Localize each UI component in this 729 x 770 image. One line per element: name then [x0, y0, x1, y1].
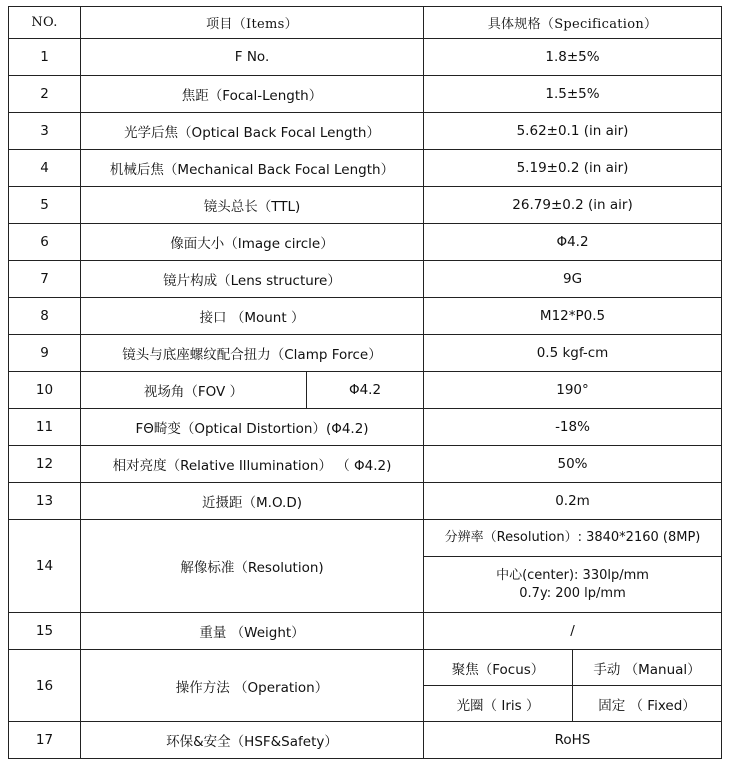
row-item: 镜头总长（TTL)	[81, 187, 424, 224]
row-item: 镜片构成（Lens structure）	[81, 261, 424, 298]
row-no: 9	[9, 335, 81, 372]
table-row	[9, 335, 722, 372]
row-item: 解像标准（Resolution)	[81, 520, 424, 613]
row-spec: /	[424, 613, 722, 650]
row-no: 11	[9, 409, 81, 446]
row-item-sub: Φ4.2	[307, 372, 424, 409]
row-item: 相对亮度（Relative Illumination） （ Φ4.2)	[81, 446, 424, 483]
row-item: 环保&安全（HSF&Safety）	[81, 722, 424, 759]
row-item: 像面大小（Image circle）	[81, 224, 424, 261]
table-row	[9, 150, 722, 187]
table-row	[9, 298, 722, 335]
table-row	[9, 722, 722, 759]
table-row	[9, 446, 722, 483]
row-no: 1	[9, 39, 81, 76]
table-row	[9, 650, 722, 686]
table-row	[9, 409, 722, 446]
row-no: 13	[9, 483, 81, 520]
row-spec-edge: 0.7y: 200 lp/mm	[519, 585, 626, 601]
header-spec: 具体规格（Specification）	[424, 7, 722, 39]
header-item: 项目（Items）	[81, 7, 424, 39]
row-spec: Φ4.2	[424, 224, 722, 261]
row-spec: 5.62±0.1 (in air)	[424, 113, 722, 150]
row-spec: 1.5±5%	[424, 76, 722, 113]
row-no: 15	[9, 613, 81, 650]
row-spec-focus-label: 聚焦（Focus）	[424, 650, 573, 686]
row-spec: -18%	[424, 409, 722, 446]
row-no: 8	[9, 298, 81, 335]
row-spec: 50%	[424, 446, 722, 483]
row-no: 7	[9, 261, 81, 298]
lens-spec-table	[8, 6, 722, 759]
row-item: 镜头与底座螺纹配合扭力（Clamp Force）	[81, 335, 424, 372]
row-spec: M12*P0.5	[424, 298, 722, 335]
row-spec-focus-value: 手动 （Manual）	[573, 650, 722, 686]
table-row	[9, 187, 722, 224]
row-item: 焦距（Focal-Length）	[81, 76, 424, 113]
row-no: 5	[9, 187, 81, 224]
table-row	[9, 372, 722, 409]
row-spec-lp	[424, 557, 722, 613]
row-no: 4	[9, 150, 81, 187]
row-spec: 190°	[424, 372, 722, 409]
row-item: F No.	[81, 39, 424, 76]
row-no: 17	[9, 722, 81, 759]
table-header-row	[9, 7, 722, 39]
row-item: 接口 （Mount ）	[81, 298, 424, 335]
row-item: 操作方法 （Operation）	[81, 650, 424, 722]
table-row	[9, 113, 722, 150]
table-row	[9, 39, 722, 76]
row-spec-center: 中心(center): 330lp/mm	[496, 567, 649, 583]
row-item: FΘ畸变（Optical Distortion）(Φ4.2)	[81, 409, 424, 446]
row-item: 重量 （Weight）	[81, 613, 424, 650]
row-spec: 26.79±0.2 (in air)	[424, 187, 722, 224]
table-row	[9, 613, 722, 650]
row-spec-iris-value: 固定 （ Fixed）	[573, 686, 722, 722]
row-spec: 1.8±5%	[424, 39, 722, 76]
row-no: 12	[9, 446, 81, 483]
table-row	[9, 76, 722, 113]
row-spec: 9G	[424, 261, 722, 298]
row-no: 16	[9, 650, 81, 722]
table-row	[9, 483, 722, 520]
row-item: 光学后焦（Optical Back Focal Length）	[81, 113, 424, 150]
row-item: 机械后焦（Mechanical Back Focal Length）	[81, 150, 424, 187]
row-no: 10	[9, 372, 81, 409]
row-spec-resolution: 分辨率（Resolution）: 3840*2160 (8MP)	[424, 520, 722, 557]
row-no: 6	[9, 224, 81, 261]
row-spec: RoHS	[424, 722, 722, 759]
header-no: NO.	[9, 7, 81, 39]
row-no: 14	[9, 520, 81, 613]
row-item: 视场角（FOV ）	[81, 372, 307, 409]
row-spec: 5.19±0.2 (in air)	[424, 150, 722, 187]
row-spec: 0.2m	[424, 483, 722, 520]
table-row	[9, 520, 722, 557]
row-no: 3	[9, 113, 81, 150]
row-spec-iris-label: 光圈（ Iris ）	[424, 686, 573, 722]
table-row	[9, 261, 722, 298]
table-row	[9, 224, 722, 261]
row-no: 2	[9, 76, 81, 113]
row-item: 近摄距（M.O.D)	[81, 483, 424, 520]
row-spec: 0.5 kgf-cm	[424, 335, 722, 372]
